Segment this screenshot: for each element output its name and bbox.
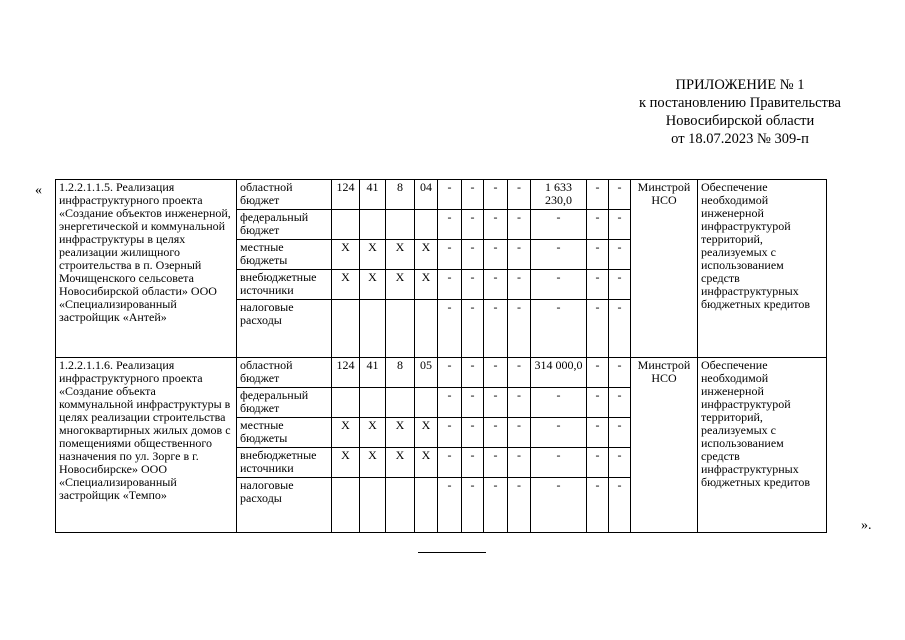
- budget-code-cell: [360, 210, 386, 240]
- amount-cell: -: [438, 240, 462, 270]
- amount-cell: -: [609, 240, 631, 270]
- budget-code-cell: Х: [415, 270, 438, 300]
- budget-code-cell: [386, 210, 415, 240]
- amount-cell: -: [462, 448, 484, 478]
- header-line-2: к постановлению Правительства: [639, 95, 841, 111]
- header-line-3: Новосибирской области: [665, 113, 815, 129]
- appendix-header: [560, 76, 905, 148]
- amount-cell: -: [462, 478, 484, 533]
- amount-cell: -: [609, 358, 631, 388]
- amount-cell: -: [508, 358, 531, 388]
- amount-cell: -: [508, 270, 531, 300]
- amount-total-cell: 314 000,0: [531, 358, 587, 388]
- amount-total-cell: -: [531, 388, 587, 418]
- table-row: [56, 358, 827, 388]
- amount-cell: -: [438, 388, 462, 418]
- funding-source-cell: областной бюджет: [237, 358, 332, 388]
- closing-quote: ».: [861, 518, 872, 533]
- amount-cell: -: [462, 210, 484, 240]
- funding-source-cell: налоговые расходы: [237, 478, 332, 533]
- amount-cell: -: [438, 418, 462, 448]
- program-table: [55, 179, 827, 533]
- budget-code-cell: 124: [332, 358, 360, 388]
- amount-cell: -: [462, 358, 484, 388]
- amount-cell: -: [484, 448, 508, 478]
- funding-source-cell: местные бюджеты: [237, 240, 332, 270]
- amount-cell: -: [484, 388, 508, 418]
- budget-code-cell: [386, 388, 415, 418]
- budget-code-cell: 41: [360, 180, 386, 210]
- budget-code-cell: Х: [360, 270, 386, 300]
- opening-quote: «: [35, 183, 42, 198]
- amount-cell: -: [508, 478, 531, 533]
- amount-cell: -: [462, 418, 484, 448]
- budget-code-cell: Х: [332, 448, 360, 478]
- amount-cell: -: [462, 240, 484, 270]
- budget-code-cell: [415, 478, 438, 533]
- budget-code-cell: Х: [386, 270, 415, 300]
- amount-total-cell: -: [531, 418, 587, 448]
- budget-code-cell: [332, 210, 360, 240]
- budget-code-cell: [360, 300, 386, 358]
- funding-source-cell: внебюджетные источники: [237, 270, 332, 300]
- budget-code-cell: [332, 388, 360, 418]
- end-separator-line: [418, 552, 486, 553]
- budget-code-cell: [360, 478, 386, 533]
- funding-source-cell: федеральный бюджет: [237, 388, 332, 418]
- budget-code-cell: Х: [415, 418, 438, 448]
- amount-cell: -: [587, 418, 609, 448]
- amount-cell: -: [484, 358, 508, 388]
- budget-code-cell: Х: [332, 418, 360, 448]
- amount-total-cell: -: [531, 478, 587, 533]
- amount-cell: -: [609, 388, 631, 418]
- amount-total-cell: -: [531, 210, 587, 240]
- budget-code-cell: [415, 210, 438, 240]
- budget-code-cell: Х: [386, 418, 415, 448]
- amount-cell: -: [508, 388, 531, 418]
- budget-code-cell: 124: [332, 180, 360, 210]
- amount-cell: -: [462, 270, 484, 300]
- amount-cell: -: [438, 478, 462, 533]
- amount-cell: -: [484, 478, 508, 533]
- amount-cell: -: [484, 300, 508, 358]
- amount-cell: -: [508, 448, 531, 478]
- budget-code-cell: Х: [360, 448, 386, 478]
- amount-cell: -: [508, 418, 531, 448]
- funding-source-cell: областной бюджет: [237, 180, 332, 210]
- table-row: [56, 180, 827, 210]
- amount-cell: -: [438, 448, 462, 478]
- budget-code-cell: [415, 300, 438, 358]
- amount-cell: -: [484, 240, 508, 270]
- amount-cell: -: [609, 210, 631, 240]
- amount-cell: -: [438, 270, 462, 300]
- amount-cell: -: [587, 358, 609, 388]
- amount-cell: -: [609, 270, 631, 300]
- result-cell: Обеспечение необходимой инженерной инфраструктурой территорий, реализуемых с использованием средств инфраструктурных бюджетных кредитов: [698, 180, 827, 358]
- budget-code-cell: Х: [360, 418, 386, 448]
- budget-code-cell: Х: [332, 270, 360, 300]
- amount-cell: -: [609, 180, 631, 210]
- amount-cell: -: [508, 300, 531, 358]
- amount-cell: -: [609, 418, 631, 448]
- budget-code-cell: [360, 388, 386, 418]
- amount-cell: -: [508, 240, 531, 270]
- amount-cell: -: [462, 388, 484, 418]
- amount-cell: -: [438, 210, 462, 240]
- result-cell: Обеспечение необходимой инженерной инфраструктурой территорий, реализуемых с использованием средств инфраструктурных бюджетных кредитов: [698, 358, 827, 533]
- amount-total-cell: 1 633 230,0: [531, 180, 587, 210]
- amount-cell: -: [587, 180, 609, 210]
- amount-cell: -: [484, 210, 508, 240]
- amount-cell: -: [587, 448, 609, 478]
- budget-code-cell: [386, 300, 415, 358]
- budget-code-cell: Х: [386, 240, 415, 270]
- funding-source-cell: налоговые расходы: [237, 300, 332, 358]
- amount-cell: -: [587, 300, 609, 358]
- budget-code-cell: [332, 300, 360, 358]
- amount-cell: -: [484, 270, 508, 300]
- amount-cell: -: [587, 270, 609, 300]
- responsible-cell: Минстрой НСО: [631, 358, 698, 533]
- amount-cell: -: [484, 418, 508, 448]
- header-line-1: ПРИЛОЖЕНИЕ № 1: [675, 77, 805, 93]
- amount-cell: -: [438, 300, 462, 358]
- header-line-4: от 18.07.2023 № 309-п: [671, 131, 809, 147]
- funding-source-cell: федеральный бюджет: [237, 210, 332, 240]
- amount-cell: -: [508, 210, 531, 240]
- budget-code-cell: 04: [415, 180, 438, 210]
- amount-cell: -: [587, 388, 609, 418]
- amount-total-cell: -: [531, 448, 587, 478]
- funding-source-cell: внебюджетные источники: [237, 448, 332, 478]
- amount-cell: -: [438, 358, 462, 388]
- budget-code-cell: Х: [415, 240, 438, 270]
- amount-cell: -: [609, 448, 631, 478]
- amount-cell: -: [484, 180, 508, 210]
- amount-cell: -: [438, 180, 462, 210]
- amount-cell: -: [587, 478, 609, 533]
- budget-code-cell: 41: [360, 358, 386, 388]
- budget-code-cell: Х: [360, 240, 386, 270]
- budget-code-cell: 8: [386, 358, 415, 388]
- budget-code-cell: 8: [386, 180, 415, 210]
- budget-code-cell: Х: [415, 448, 438, 478]
- project-name-cell: 1.2.2.1.1.5. Реализация инфраструктурного проекта «Создание объектов инженерной, энергетической и коммунальной инфраструктуры в целях реализации жилищного строительства в п. Озерный Мочищенского сельсовета Новосибирской области» ООО «Специализированный застройщик «Антей»: [56, 180, 237, 358]
- amount-cell: -: [609, 478, 631, 533]
- amount-cell: -: [462, 180, 484, 210]
- budget-code-cell: Х: [386, 448, 415, 478]
- amount-total-cell: -: [531, 240, 587, 270]
- amount-cell: -: [587, 210, 609, 240]
- amount-total-cell: -: [531, 300, 587, 358]
- budget-code-cell: [415, 388, 438, 418]
- responsible-cell: Минстрой НСО: [631, 180, 698, 358]
- amount-cell: -: [609, 300, 631, 358]
- amount-cell: -: [508, 180, 531, 210]
- budget-code-cell: [332, 478, 360, 533]
- amount-cell: -: [587, 240, 609, 270]
- budget-code-cell: 05: [415, 358, 438, 388]
- funding-source-cell: местные бюджеты: [237, 418, 332, 448]
- project-name-cell: 1.2.2.1.1.6. Реализация инфраструктурного проекта «Создание объекта коммунальной инфраструктуры в целях реализации строительства многоквартирных жилых домов с помещениями общественного назначения по ул. Зорге в г. Новосибирске» ООО «Специализированный застройщик «Темпо»: [56, 358, 237, 533]
- budget-code-cell: Х: [332, 240, 360, 270]
- budget-code-cell: [386, 478, 415, 533]
- amount-total-cell: -: [531, 270, 587, 300]
- amount-cell: -: [462, 300, 484, 358]
